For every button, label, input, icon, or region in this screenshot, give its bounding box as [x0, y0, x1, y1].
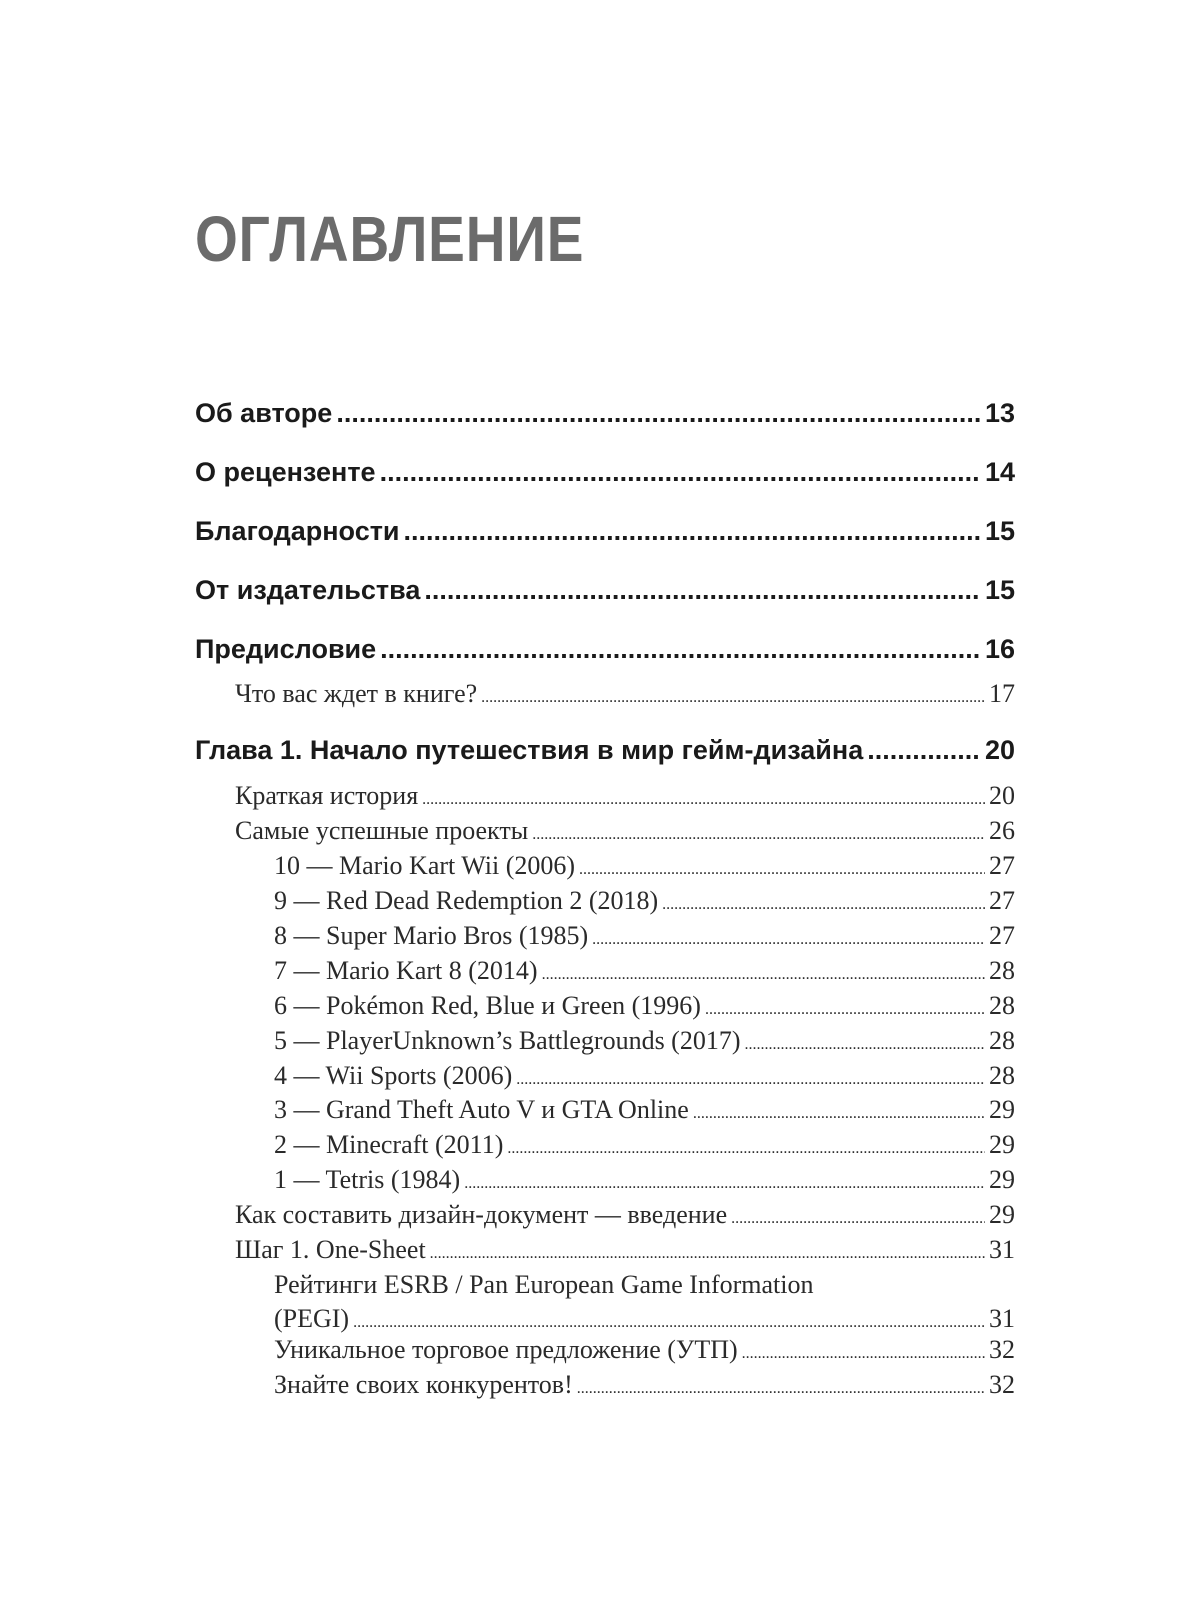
toc-entry-title: Что вас ждет в книге? — [235, 679, 478, 708]
toc-entry-page: 27 — [989, 886, 1015, 915]
toc-entry-page: 20 — [984, 735, 1015, 765]
dot-leader — [662, 896, 985, 914]
toc-subsubentry[interactable] — [195, 1165, 1015, 1195]
toc-entry-title: 7 — Mario Kart 8 (2014) — [274, 956, 538, 985]
toc-entry-page: 28 — [989, 1026, 1015, 1055]
toc-entry-title: Благодарности — [195, 516, 400, 546]
toc-entry-page: 31 — [989, 1304, 1015, 1333]
toc-subsubentry[interactable] — [195, 956, 1015, 986]
page-title: ОГЛАВЛЕНИЕ — [195, 203, 585, 275]
toc-entry[interactable] — [195, 457, 1015, 488]
toc-subsubentry[interactable] — [195, 1335, 1015, 1365]
toc-subsubentry[interactable] — [195, 921, 1015, 951]
dot-leader — [353, 1314, 985, 1332]
toc-entry-page: 32 — [989, 1370, 1015, 1399]
toc-subsubentry[interactable] — [195, 1095, 1015, 1125]
dot-leader — [380, 634, 981, 665]
dot-leader — [532, 826, 985, 844]
toc-entry-page: 29 — [989, 1095, 1015, 1124]
toc-entry-title: 4 — Wii Sports (2006) — [274, 1061, 513, 1090]
toc-entry-page: 29 — [989, 1165, 1015, 1194]
dot-leader — [430, 1245, 985, 1263]
toc-entry-title: Глава 1. Начало путешествия в мир гейм-дизайна — [195, 735, 864, 765]
toc-entry[interactable] — [195, 398, 1015, 429]
toc-entry-page: 17 — [989, 679, 1015, 708]
toc-entry-page: 16 — [984, 634, 1015, 664]
toc-entry-title: 10 — Mario Kart Wii (2006) — [274, 851, 576, 880]
toc-entry-page: 15 — [984, 516, 1015, 546]
dot-leader — [464, 1175, 985, 1193]
dot-leader — [592, 931, 985, 949]
toc-entry-page: 27 — [989, 851, 1015, 880]
toc-entry-page: 26 — [989, 816, 1015, 845]
dot-leader — [336, 398, 981, 429]
toc-entry-continuation — [274, 1304, 1015, 1334]
toc-entry-page: 27 — [989, 921, 1015, 950]
dot-leader — [867, 735, 981, 766]
dot-leader — [516, 1071, 985, 1089]
toc-entry-title: От издательства — [195, 575, 421, 605]
toc-subentry[interactable] — [195, 1235, 1015, 1265]
toc-entry-title: 2 — Minecraft (2011) — [274, 1130, 504, 1159]
dot-leader — [745, 1036, 985, 1054]
dot-leader — [542, 966, 985, 984]
toc-entry-chapter[interactable] — [195, 735, 1015, 766]
toc-entry-title: 1 — Tetris (1984) — [274, 1165, 461, 1194]
toc-entry-title: Самые успешные проекты — [235, 816, 529, 845]
toc-entry[interactable] — [195, 516, 1015, 547]
dot-leader — [742, 1345, 985, 1363]
toc-subentry[interactable] — [195, 679, 1015, 709]
toc-entry-page: 28 — [989, 991, 1015, 1020]
toc-entry-page: 13 — [984, 398, 1015, 428]
toc-entry-page: 32 — [989, 1335, 1015, 1364]
toc-entry-title: 9 — Red Dead Redemption 2 (2018) — [274, 886, 659, 915]
toc-entry-title: Уникальное торговое предложение (УТП) — [274, 1335, 738, 1364]
toc-entry-title: Рейтинги ESRB / Pan European Game Information — [274, 1270, 814, 1299]
toc-subsubentry[interactable] — [195, 1270, 1015, 1334]
dot-leader — [380, 457, 981, 488]
toc-entry-page: 28 — [989, 956, 1015, 985]
toc-subsubentry[interactable] — [195, 1026, 1015, 1056]
toc-entry-page: 29 — [989, 1130, 1015, 1159]
dot-leader — [481, 689, 985, 707]
dot-leader — [404, 516, 981, 547]
toc-subentry[interactable] — [195, 1200, 1015, 1230]
toc-entry[interactable] — [195, 634, 1015, 665]
toc-entry-title: Знайте своих конкурентов! — [274, 1370, 573, 1399]
toc-subsubentry[interactable] — [195, 1370, 1015, 1400]
toc-entry-page: 31 — [989, 1235, 1015, 1264]
table-of-contents — [195, 0, 1015, 1600]
dot-leader — [705, 1001, 985, 1019]
toc-entry-title: Краткая история — [235, 781, 419, 810]
dot-leader — [693, 1105, 985, 1123]
dot-leader — [579, 861, 985, 879]
dot-leader — [424, 575, 981, 606]
toc-entry-title: Предисловие — [195, 634, 377, 664]
dot-leader — [422, 791, 985, 809]
dot-leader — [507, 1140, 985, 1158]
toc-entry-title: Как составить дизайн-документ — введение — [235, 1200, 728, 1229]
toc-subentry[interactable] — [195, 816, 1015, 846]
toc-entry-title: 3 — Grand Theft Auto V и GTA Online — [274, 1095, 689, 1124]
toc-subsubentry[interactable] — [195, 991, 1015, 1021]
toc-subsubentry[interactable] — [195, 851, 1015, 881]
toc-subentry[interactable] — [195, 781, 1015, 811]
toc-entry-page: 28 — [989, 1061, 1015, 1090]
toc-subsubentry[interactable] — [195, 1061, 1015, 1091]
toc-entry-title: О рецензенте — [195, 457, 376, 487]
toc-entry-title: 5 — PlayerUnknown’s Battlegrounds (2017) — [274, 1026, 741, 1055]
dot-leader — [577, 1380, 985, 1398]
toc-entry-page: 15 — [984, 575, 1015, 605]
toc-subsubentry[interactable] — [195, 1130, 1015, 1160]
toc-subsubentry[interactable] — [195, 886, 1015, 916]
toc-entry[interactable] — [195, 575, 1015, 606]
toc-entry-title: 6 — Pokémon Red, Blue и Green (1996) — [274, 991, 701, 1020]
dot-leader — [731, 1210, 985, 1228]
toc-entry-page: 29 — [989, 1200, 1015, 1229]
toc-entry-title-continued: (PEGI) — [274, 1304, 350, 1333]
toc-entry-page: 14 — [984, 457, 1015, 487]
toc-entry-title: Шаг 1. One-Sheet — [235, 1235, 426, 1264]
toc-entry-title: 8 — Super Mario Bros (1985) — [274, 921, 589, 950]
toc-entry-page: 20 — [989, 781, 1015, 810]
toc-entry-title: Об авторе — [195, 398, 333, 428]
